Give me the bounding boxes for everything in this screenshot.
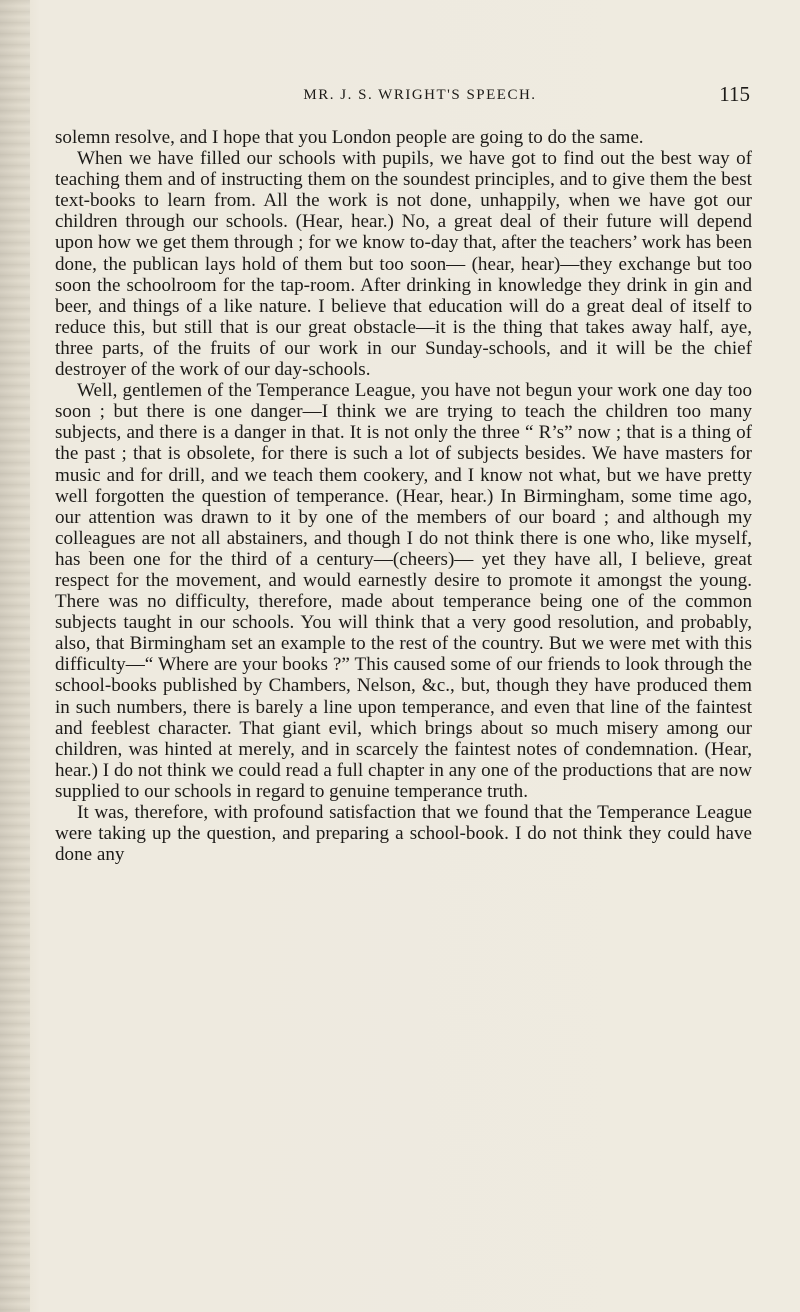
page-number: 115 [719, 82, 750, 106]
paragraph: It was, therefore, with profound satisfaction that we found that the Temperance League were taking up the question, and preparing a school-book. I do not think they could have done any [55, 802, 752, 866]
page-gutter-shadow [0, 0, 30, 1312]
body-text [55, 127, 752, 865]
page-header [90, 82, 750, 112]
running-title: MR. J. S. WRIGHT'S SPEECH. [303, 87, 537, 103]
paragraph: When we have filled our schools with pupils, we have got to find out the best way of teaching them and of instructing them on the soundest principles, and to give them the best text-books to learn from. All the work is not done, unhappily, when we have got our children through our schools. (Hear, hear.) No, a great deal of their future will depend upon how we get them through ; for we know to-day that, after the teachers’ work has been done, the publican lays hold of them but too soon— (hear, hear)—they exchange but too soon the schoolroom for the tap-room. After drinking in knowledge they drink in gin and beer, and things of a like nature. I believe that education will do a great deal of itself to reduce this, but still that is our great obstacle—it is the thing that takes away half, aye, three parts, of the fruits of our work in our Sunday-schools, and it will be the chief destroyer of the work of our day-schools. [55, 148, 752, 381]
paragraph: solemn resolve, and I hope that you London people are going to do the same. [55, 127, 644, 148]
paragraph: Well, gentlemen of the Temperance League, you have not begun your work one day too soon ; but there is one danger—I think we are trying to teach the children too many subjects, and there is a danger in that. It is not only the three “ R’s” now ; that is a thing of the past ; that is obsolete, for there is such a lot of subjects besides. We have masters for music and for drill, and we teach them cookery, and I know not what, but we have pretty well forgotten the question of temperance. (Hear, hear.) In Birmingham, some time ago, our attention was drawn to it by one of the members of our board ; and although my colleagues are not all abstainers, and though I do not think there is one who, like myself, has been one for the third of a century—(cheers)— yet they have all, I believe, great respect for the movement, and would earnestly desire to promote it amongst the young. There was no difficulty, therefore, made about temperance being one of the common subjects taught in our schools. You will think that a very good resolution, and probably, also, that Birmingham set an example to the rest of the country. But we were met with this difficulty—“ Where are your books ?” This caused some of our friends to look through the school-books published by Chambers, Nelson, &c., but, though they have produced them in such numbers, there is barely a line upon temperance, and even that line of the faintest and feeblest character. That giant evil, which brings about so much misery among our children, was hinted at merely, and in scarcely the faintest notes of condemnation. (Hear, hear.) I do not think we could read a full chapter in any one of the productions that are now supplied to our schools in regard to genuine temperance truth. [55, 380, 752, 802]
